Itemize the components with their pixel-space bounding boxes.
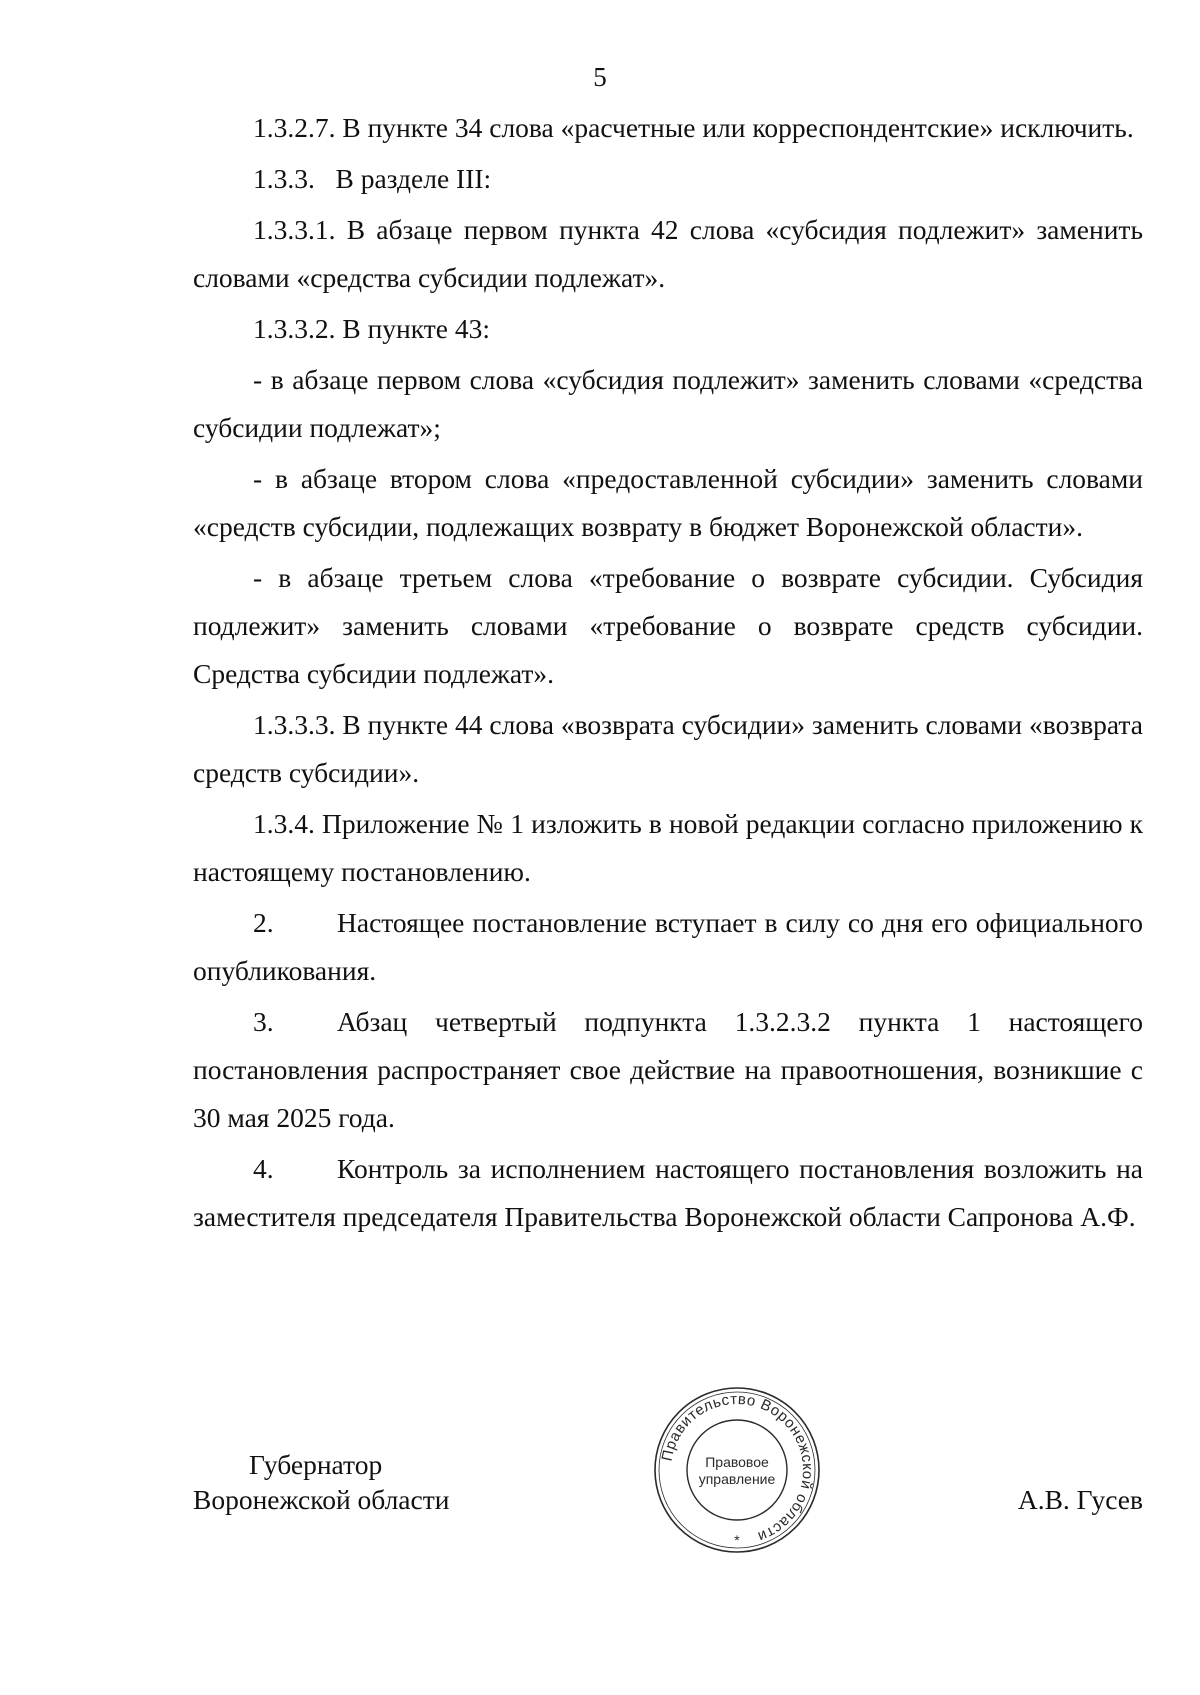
list-item-abzac-1: - в абзаце первом слова «субсидия подлежит» заменить словами «средства субсидии подлежат»; bbox=[193, 364, 1143, 443]
signatory-region: Воронежской области bbox=[193, 1484, 450, 1515]
numbered-item-3 bbox=[193, 998, 1143, 1142]
document-body bbox=[193, 104, 1143, 1241]
stamp-star-icon: * bbox=[734, 1532, 740, 1548]
paragraph-1-3-2-7: 1.3.2.7. В пункте 34 слова «расчетные или корреспондентские» исключить. bbox=[253, 112, 1134, 143]
stamp-outer-ring bbox=[655, 1388, 819, 1552]
paragraph-1-3-3: 1.3.3. В разделе III: bbox=[253, 163, 492, 194]
paragraph-1-3-4: 1.3.4. Приложение № 1 изложить в новой редакции согласно приложению к настоящему постановлению. bbox=[193, 808, 1143, 887]
list-item-abzac-3: - в абзаце третьем слова «требование о возврате субсидии. Субсидия подлежит» заменить словами «требование о возврате средств субсидии. Средства субсидии подлежат». bbox=[193, 562, 1143, 689]
item-text: Настоящее постановление вступает в силу со дня его официального опубликования. bbox=[193, 907, 1143, 986]
item-text: Абзац четвертый подпункта 1.3.2.3.2 пункта 1 настоящего постановления распространяет свое действие на правоотношения, возникшие с 30 мая 2025 года. bbox=[193, 1006, 1143, 1133]
signatory-title bbox=[193, 1447, 449, 1517]
item-number: 3. bbox=[253, 1006, 274, 1037]
item-number: 2. bbox=[253, 907, 274, 938]
stamp-outer-text: Правительство Воронежской области bbox=[658, 1390, 817, 1546]
paragraph-1-3-3-2: 1.3.3.2. В пункте 43: bbox=[253, 313, 491, 344]
paragraph-1-3-3-1: 1.3.3.1. В абзаце первом пункта 42 слова «субсидия подлежит» заменить словами «средства субсидии подлежат». bbox=[193, 214, 1143, 293]
signatory-name: А.В. Гусев bbox=[1017, 1484, 1143, 1515]
numbered-item-4 bbox=[193, 1145, 1143, 1241]
item-text: Контроль за исполнением настоящего постановления возложить на заместителя председателя Правительства Воронежской области Сапронова А.Ф. bbox=[193, 1153, 1143, 1232]
item-number: 4. bbox=[253, 1153, 274, 1184]
official-stamp bbox=[652, 1385, 822, 1555]
list-item-abzac-2: - в абзаце втором слова «предоставленной субсидии» заменить словами «средств субсидии, подлежащих возврату в бюджет Воронежской области». bbox=[193, 463, 1143, 542]
stamp-inner-line-2: управление bbox=[698, 1471, 776, 1487]
stamp-inner-line-1: Правовое bbox=[705, 1454, 769, 1470]
stamp-inner-ring bbox=[687, 1420, 787, 1520]
page-number: 5 bbox=[593, 62, 607, 92]
paragraph-1-3-3-3: 1.3.3.3. В пункте 44 слова «возврата субсидии» заменить словами «возврата средств субсидии». bbox=[193, 709, 1143, 788]
numbered-item-2 bbox=[193, 899, 1143, 995]
signatory-position: Губернатор bbox=[249, 1449, 383, 1480]
